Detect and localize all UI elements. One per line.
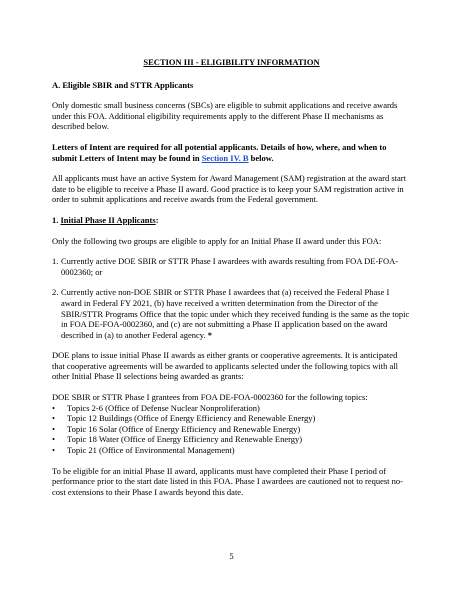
heading-initial-text: Initial Phase II Applicants [60, 214, 156, 225]
topics-list [52, 403, 411, 456]
bullet-icon: • [52, 423, 55, 434]
paragraph-eligibility: Only domestic small business concerns (SBCs) are eligible to submit applications and receive awards under this FOA. Additional eligibility requirements apply to the different Phase II mechanisms as described below. [52, 100, 398, 132]
section-title: SECTION III - ELIGIBILITY INFORMATION [143, 57, 320, 67]
bullet-icon: • [52, 402, 55, 413]
paragraph-topics-intro: DOE SBIR or STTR Phase I grantees from FOA DE-FOA-0002360 for the following topics: [52, 392, 368, 403]
list-text: Currently active DOE SBIR or STTR Phase I awardees with awards resulting from FOA DE-FOA-0002360; or [61, 256, 399, 277]
section-iv-b-link[interactable]: Section IV. B [201, 152, 249, 163]
loi-text-after: below. [248, 152, 274, 163]
list-item [52, 403, 411, 414]
list-text-body: Currently active non-DOE SBIR or STTR Phase I awardees that (a) received the Federal Phase I award in Federal FY 2021, (b) have received a written determination from the Director of the SBIR/STTR Programs Office that the topic under which they received funding is the same as the topic in FOA DE-FOA-0002360, and (c) are not submitting a Phase II application based on the award described in (a) to another Federal agency. [61, 287, 410, 340]
list-number: 2. [52, 287, 59, 298]
heading-initial-phase-ii [52, 215, 411, 226]
topic-text: Topic 12 Buildings (Office of Energy Efficiency and Renewable Energy) [67, 413, 316, 424]
list-item-group-2 [52, 287, 411, 340]
topic-text: Topic 21 (Office of Environmental Management) [67, 445, 235, 456]
list-item [52, 445, 411, 456]
heading-initial-number: 1. [52, 214, 61, 225]
heading-eligible-applicants: A. Eligible SBIR and STTR Applicants [52, 79, 194, 90]
page-number: 5 [229, 551, 234, 561]
paragraph-letters-of-intent [52, 142, 411, 163]
list-item-group-1 [52, 256, 411, 277]
paragraph-two-groups: Only the following two groups are eligible to apply for an Initial Phase II award under this FOA: [52, 235, 382, 246]
asterisk-mark: * [205, 329, 212, 340]
list-item [52, 424, 411, 435]
list-text [61, 287, 411, 340]
topic-text: Topics 2-6 (Office of Defense Nuclear Nonproliferation) [67, 402, 260, 413]
topic-text: Topic 18 Water (Office of Energy Efficiency and Renewable Energy) [67, 434, 303, 445]
list-item [52, 434, 411, 445]
bullet-icon: • [52, 434, 55, 445]
paragraph-doe-plans: DOE plans to issue initial Phase II awards as either grants or cooperative agreements. It is anticipated that cooperative agreements will be awarded to applicants selected under the following topics with all other Initial Phase II selections being awarded as grants: [52, 350, 399, 382]
topic-text: Topic 16 Solar (Office of Energy Efficiency and Renewable Energy) [67, 423, 301, 434]
list-item [52, 413, 411, 424]
heading-initial-suffix: : [155, 214, 159, 225]
paragraph-period-of-performance: To be eligible for an initial Phase II award, applicants must have completed their Phase I period of performance prior to the start date listed in this FOA. Phase I awardees are cautioned not to request no-cost extensions to their Phase I awards beyond this date. [52, 465, 403, 497]
bullet-icon: • [52, 413, 55, 424]
paragraph-sam-registration: All applicants must have an active System for Award Management (SAM) registration at the award start date to be eligible to receive a Phase II award. Good practice is to keep your SAM registration active in order to submit applications and receive awards from the Federal government. [52, 173, 406, 205]
bullet-icon: • [52, 445, 55, 456]
loi-text-before: Letters of Intent are required for all potential applicants. Details of how, where, and when to submit Letters of Intent may be found in [52, 141, 387, 163]
list-number: 1. [52, 256, 59, 267]
